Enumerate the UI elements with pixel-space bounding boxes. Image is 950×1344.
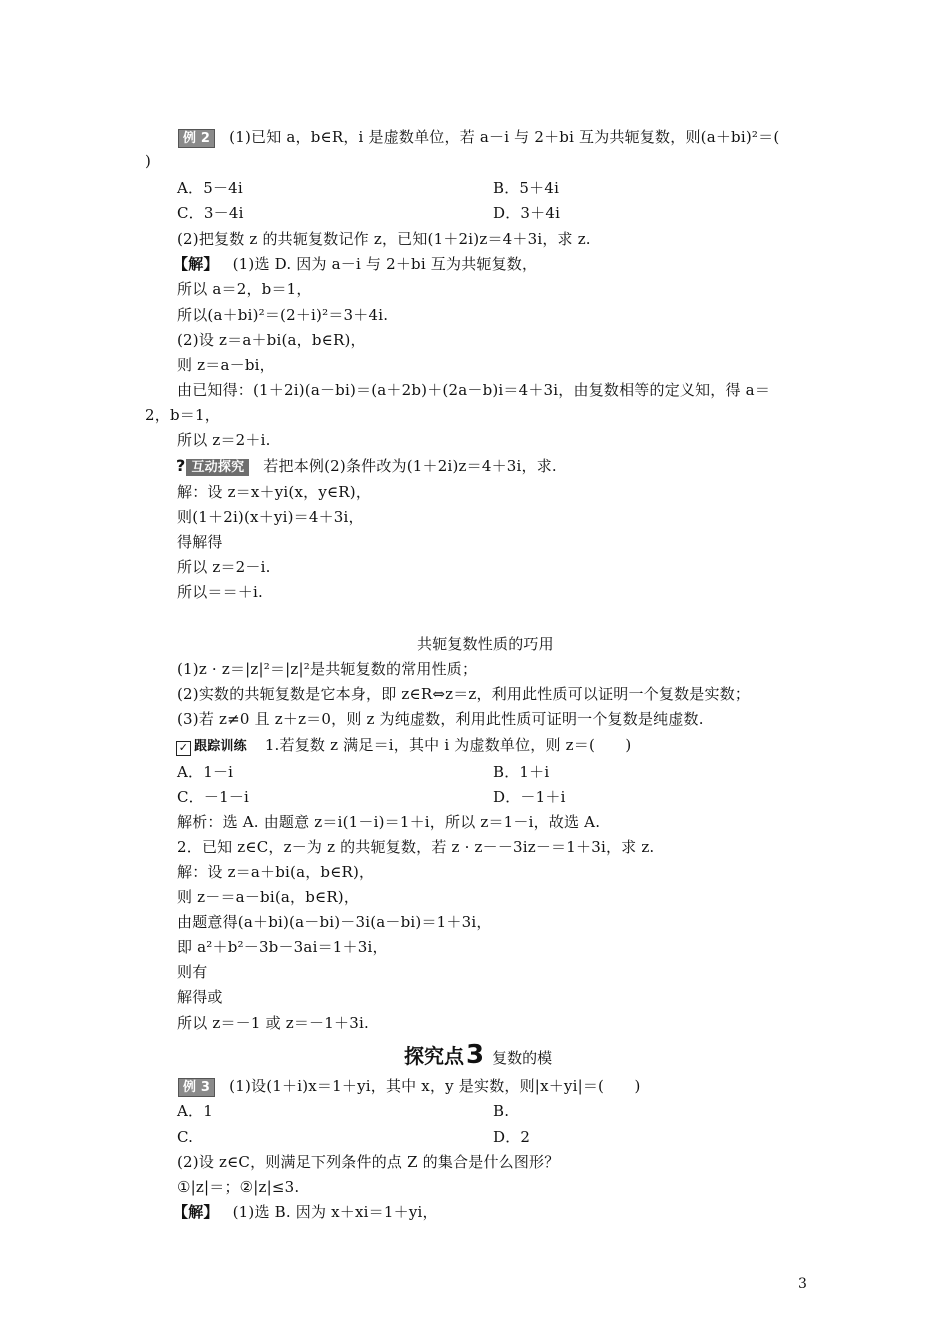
example-2-solution-line-8: 所以 z＝2＋i. <box>177 431 271 449</box>
tracking-solution-line-5: 则有 <box>177 963 208 981</box>
note-property-3: (3)若 z≠0 且 z＋z＝0，则 z 为纯虚数，利用此性质可证明一个复数是纯虚数. <box>177 710 704 728</box>
solution-label: 【解】 <box>173 255 219 273</box>
example-3-question-2-conditions: ①|z|＝；②|z|≤3. <box>177 1178 300 1196</box>
tracking-solution-line-2: 则 z－＝a－bi(a，b∈R)， <box>177 888 360 906</box>
interactive-solution-line-3: 得解得 <box>177 533 223 551</box>
interactive-solution-line-5: 所以＝＝＋i. <box>177 583 263 601</box>
example-2-solution-line-2: 所以 a＝2，b＝1， <box>177 280 312 298</box>
checkmark-icon: ✓ <box>176 741 191 756</box>
note-property-1: (1)z · z＝|z|²＝|z|²是共轭复数的常用性质； <box>177 660 478 678</box>
note-title: 共轭复数性质的巧用 <box>417 635 554 653</box>
tracking-solution-line-3: 由题意得(a＋bi)(a－bi)－3i(a－bi)＝1＋3i， <box>177 913 492 931</box>
example-2-solution-line-5: 则 z＝a－bi， <box>177 356 275 374</box>
tracking-solution-line-6: 解得或 <box>177 988 223 1006</box>
tracking-answer-1: 解析：选 A. 由题意 z＝i(1－i)＝1＋i，所以 z＝1－i，故选 A. <box>177 813 601 831</box>
example-3-question-2: (2)设 z∈C，则满足下列条件的点 Z 的集合是什么图形？ <box>177 1153 560 1171</box>
example-2-option-c: C．3－4i <box>177 204 244 222</box>
interactive-exploration: ? 互动探究 若把本例(2)条件改为(1＋2i)z＝4＋3i，求. <box>176 456 557 475</box>
example-2-option-d: D．3＋4i <box>493 204 561 222</box>
page-number: 3 <box>798 1276 807 1292</box>
example-2-option-a: A．5－4i <box>177 179 243 197</box>
example-3-option-b: B. <box>493 1102 510 1120</box>
example-3-tag: 例 3 <box>178 1078 215 1097</box>
section-title: 复数的模 <box>492 1049 553 1067</box>
tracking-question-2: 2．已知 z∈C，z－为 z 的共轭复数，若 z · z－－3iz－＝1＋3i，求 z. <box>177 838 655 856</box>
example-3-option-c: C. <box>177 1128 194 1146</box>
example-3-option-a: A．1 <box>177 1102 213 1120</box>
tracking-option-b: B．1＋i <box>493 763 550 781</box>
tracking-practice: ✓ 跟踪训练 1.若复数 z 满足＝i，其中 i 为虚数单位，则 z＝( ) <box>176 735 631 757</box>
interactive-solution-line-4: 所以 z＝2－i. <box>177 558 271 576</box>
example-3-option-d: D．2 <box>493 1128 531 1146</box>
example-2-solution-line-6: 由已知得：(1＋2i)(a－bi)＝(a＋2b)＋(2a－b)i＝4＋3i，由复数相等的定义知，得 a＝ <box>177 381 771 399</box>
example-2-question-2: (2)把复数 z 的共轭复数记作 z，已知(1＋2i)z＝4＋3i，求 z. <box>177 230 591 248</box>
interactive-solution-line-1: 解：设 z＝x＋yi(x，y∈R)， <box>177 483 372 501</box>
example-2-solution-line-4: (2)设 z＝a＋bi(a，b∈R)， <box>177 331 366 349</box>
interactive-exploration-tag: 互动探究 <box>186 459 249 476</box>
section-3-heading <box>404 1040 552 1070</box>
example-2-solution-line-3: 所以(a＋bi)²＝(2＋i)²＝3＋4i. <box>177 306 389 324</box>
example-2-question-1-end: ) <box>145 152 152 170</box>
tracking-option-a: A．1－i <box>177 763 234 781</box>
example-2-option-b: B．5＋4i <box>493 179 560 197</box>
example-2-tag: 例 2 <box>178 129 215 148</box>
example-2-solution-line-7: 2，b＝1， <box>145 406 220 424</box>
example-2-solution-line-1: 【解】 (1)选 D. 因为 a－i 与 2＋bi 互为共轭复数， <box>173 255 538 273</box>
example-3-solution-line-1: 【解】 (1)选 B. 因为 x＋xi＝1＋yi， <box>173 1203 438 1221</box>
example-3-question-1: 例 3 (1)设(1＋i)x＝1＋yi，其中 x，y 是实数，则|x＋yi|＝( ) <box>178 1076 641 1097</box>
solution-label: 【解】 <box>173 1203 219 1221</box>
tracking-option-d: D．－1＋i <box>493 788 566 806</box>
section-number: 3 <box>466 1040 485 1070</box>
tracking-solution-line-7: 所以 z＝－1 或 z＝－1＋3i. <box>177 1014 369 1032</box>
tracking-option-c: C．－1－i <box>177 788 250 806</box>
tracking-solution-line-4: 即 a²＋b²－3b－3ai＝1＋3i， <box>177 938 388 956</box>
interactive-solution-line-2: 则(1＋2i)(x＋yi)＝4＋3i， <box>177 508 364 526</box>
note-property-2: (2)实数的共轭复数是它本身，即 z∈R⇔z＝z，利用此性质可以证明一个复数是实数； <box>177 685 751 703</box>
question-mark-icon: ? <box>176 456 186 475</box>
tracking-solution-line-1: 解：设 z＝a＋bi(a，b∈R)， <box>177 863 375 881</box>
section-label: 探究点 <box>404 1044 464 1068</box>
tracking-practice-tag: 跟踪训练 <box>194 739 247 754</box>
example-2-question-1: 例 2 (1)已知 a，b∈R，i 是虚数单位，若 a－i 与 2＋bi 互为共轭复数，则(a＋bi)²＝( <box>178 127 779 148</box>
